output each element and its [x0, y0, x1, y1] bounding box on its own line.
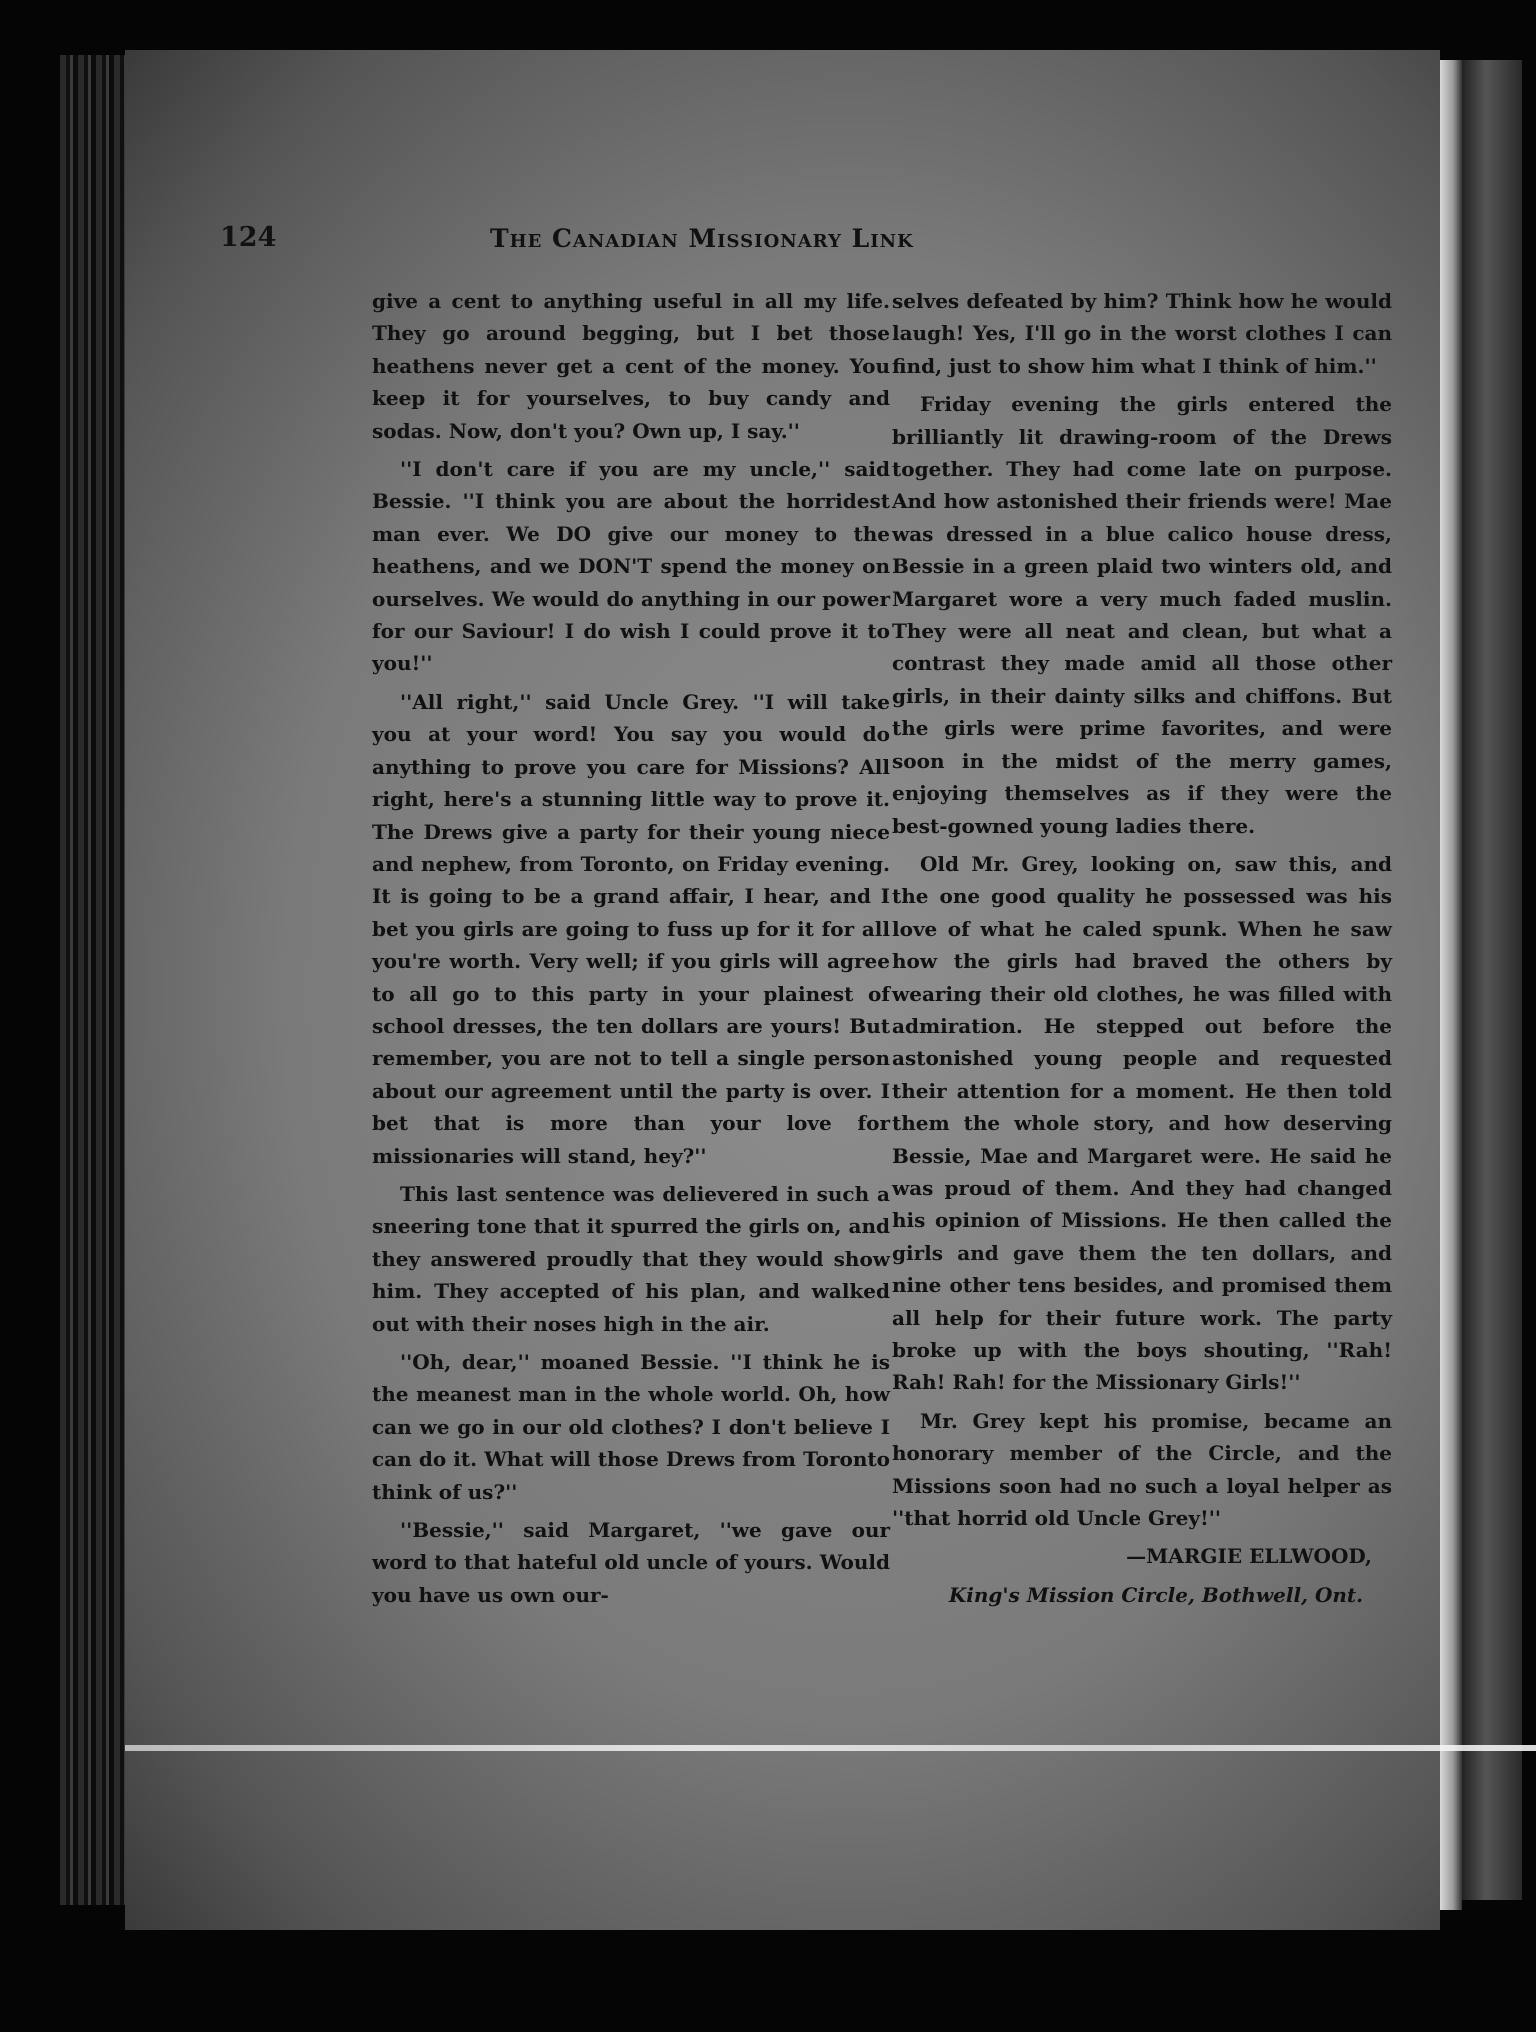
- paragraph: ''I don't care if you are my uncle,'' said Bessie. ''I think you are about the horridest man ever. We DO give our money to the heathens, and we DON'T spend the money on ourselves. We would do anything in our power for our Saviour! I do wish I could prove it to you!'': [372, 457, 890, 676]
- paragraph: This last sentence was delievered in such a sneering tone that it spurred the girls on, and they answered proudly that they would show him. They accepted of his plan, and walked out with their noses high in the air.: [372, 1181, 890, 1336]
- paragraph: ''Bessie,'' said Margaret, ''we gave our word to that hateful old uncle of yours. Would you have us own our-: [372, 1518, 890, 1607]
- paragraph: selves defeated by him? Think how he would laugh! Yes, I'll go in the worst clothes I can find, just to show him what I think of him.'': [892, 289, 1392, 378]
- paragraph: Mr. Grey kept his promise, became an honorary member of the Circle, and the Missions soon had no such a loyal helper as ''that horrid old Uncle Grey!'': [892, 1408, 1392, 1531]
- book-page-edges: [60, 55, 130, 1905]
- paragraph: Old Mr. Grey, looking on, saw this, and the one good quality he possessed was his love of what he caled spunk. When he saw how the girls had braved the others by wearing their old clothes, he was filled with admiration. He stepped out before the astonished young people and requested their attention for a moment. He then told them the whole story, and how deserving Bessie, Mae and Margaret were. He said he was proud of them. And they had changed his opinion of Missions. He then called the girls and gave them the ten dollars, and nine other tens besides, and promised them all help for their future work. The party broke up with the boys shouting, ''Rah! Rah! Rah! for the Missionary Girls!'': [892, 851, 1392, 1395]
- paragraph: give a cent to anything useful in all my life. They go around begging, but I bet those heathens never get a cent of the money. You keep it for yourselves, to buy candy and sodas. Now, don't you? Own up, I say.'': [372, 289, 890, 443]
- running-title: The Canadian Missionary Link: [490, 224, 914, 253]
- scan-tear-line: [125, 1745, 1536, 1751]
- paragraph: ''All right,'' said Uncle Grey. ''I will take you at your word! You say you would do anything to prove you care for Missions? All right, here's a stunning little way to prove it. The Drews give a party for their young niece and nephew, from Toronto, on Friday evening. It is going to be a grand affair, I hear, and I bet you girls are going to fuss up for it for all you're worth. Very well; if you girls will agree to all go to this party in your plainest of school dresses, the ten dollars are yours! But remember, you are not to tell a single person about our agreement until the party is over. I bet that is more than your love for missionaries will stand, hey?'': [372, 689, 890, 1168]
- page-binding-strip: [1440, 60, 1462, 1910]
- author-location: King's Mission Circle, Bothwell, Ont.: [948, 1582, 1364, 1607]
- adjacent-page-edge: [1462, 60, 1522, 1900]
- author-signature: —MARGIE ELLWOOD,: [1126, 1544, 1372, 1569]
- paragraph: ''Oh, dear,'' moaned Bessie. ''I think he is the meanest man in the whole world. Oh, how can we go in our old clothes? I don't believe I can do it. What will those Drews from Toronto think of us?'': [372, 1350, 890, 1504]
- page-header: [220, 222, 1120, 262]
- page-number: 124: [220, 222, 277, 253]
- left-text-column: [372, 285, 890, 1617]
- right-text-column: [892, 285, 1392, 1617]
- paragraph: Friday evening the girls entered the brilliantly lit drawing-room of the Drews together. They had come late on purpose. And how astonished their friends were! Mae was dressed in a blue calico house dress, Bessie in a green plaid two winters old, and Margaret wore a very much faded muslin. They were all neat and clean, but what a contrast they made amid all those other girls, in their dainty silks and chiffons. But the girls were prime favorites, and were soon in the midst of the merry games, enjoying themselves as if they were the best-gowned young ladies there.: [892, 392, 1392, 838]
